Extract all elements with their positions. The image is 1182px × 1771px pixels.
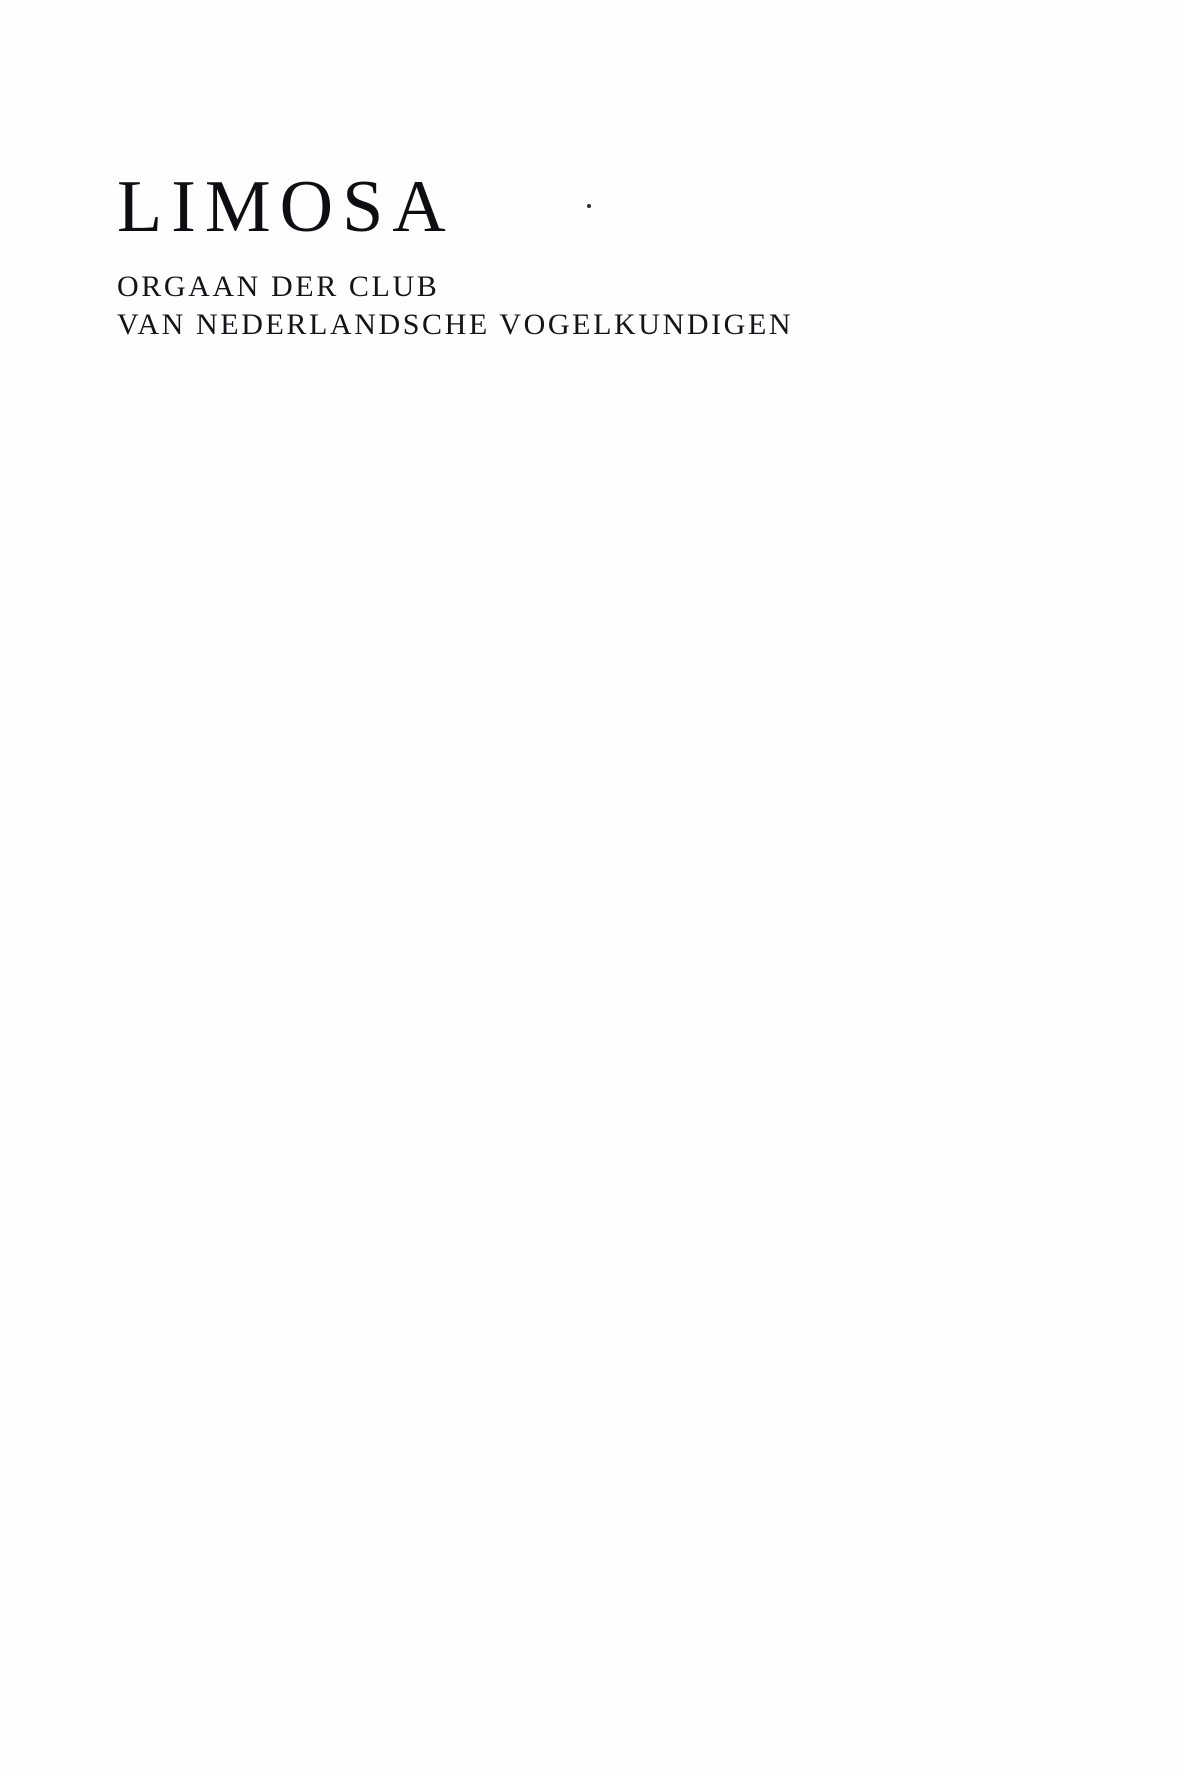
- ink-speck-mark: [587, 204, 591, 208]
- masthead: [117, 166, 977, 345]
- journal-subtitle: [117, 268, 977, 345]
- journal-subtitle-line-2: VAN NEDERLANDSCHE VOGELKUNDIGEN: [117, 308, 794, 342]
- journal-subtitle-line-1: ORGAAN DER CLUB: [117, 270, 440, 303]
- journal-title: LIMOSA: [117, 166, 455, 248]
